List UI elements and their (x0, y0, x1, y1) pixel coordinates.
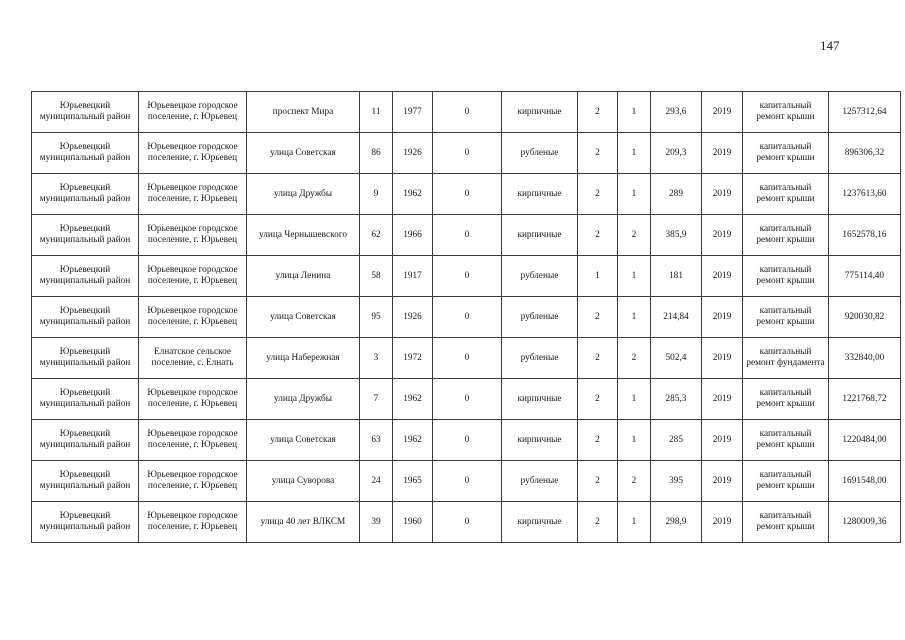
entrances-cell: 1 (618, 92, 651, 133)
plan-year-cell: 2019 (702, 379, 743, 420)
cost-cell: 920030,82 (829, 297, 901, 338)
entrances-cell: 1 (618, 133, 651, 174)
build-year-cell: 1926 (393, 297, 433, 338)
settlement-cell: Елнатское сельское поселение, с. Елнать (139, 338, 247, 379)
zero-cell: 0 (433, 92, 502, 133)
street-cell: улица Советская (247, 133, 360, 174)
house-number-cell: 58 (360, 256, 393, 297)
zero-cell: 0 (433, 174, 502, 215)
street-cell: улица Чернышевского (247, 215, 360, 256)
build-year-cell: 1977 (393, 92, 433, 133)
floors-cell: 2 (578, 338, 618, 379)
work-type-cell: капитальный ремонт крыши (743, 133, 829, 174)
floors-cell: 2 (578, 379, 618, 420)
zero-cell: 0 (433, 420, 502, 461)
table-row (32, 133, 901, 174)
plan-year-cell: 2019 (702, 174, 743, 215)
table-row (32, 502, 901, 543)
work-type-cell: капитальный ремонт крыши (743, 297, 829, 338)
cost-cell: 332840,00 (829, 338, 901, 379)
district-cell: Юрьевецкий муниципальный район (32, 215, 139, 256)
district-cell: Юрьевецкий муниципальный район (32, 379, 139, 420)
house-number-cell: 11 (360, 92, 393, 133)
entrances-cell: 1 (618, 502, 651, 543)
build-year-cell: 1917 (393, 256, 433, 297)
street-cell: улица Набережная (247, 338, 360, 379)
settlement-cell: Юрьевецкое городское поселение, г. Юрьевец (139, 502, 247, 543)
street-cell: улица Дружбы (247, 379, 360, 420)
district-cell: Юрьевецкий муниципальный район (32, 338, 139, 379)
page-number: 147 (820, 38, 840, 53)
plan-year-cell: 2019 (702, 338, 743, 379)
cost-cell: 775114,40 (829, 256, 901, 297)
wall-material-cell: кирпичные (502, 174, 578, 215)
plan-year-cell: 2019 (702, 256, 743, 297)
cost-cell: 1220484,00 (829, 420, 901, 461)
floors-cell: 2 (578, 461, 618, 502)
wall-material-cell: кирпичные (502, 502, 578, 543)
house-number-cell: 9 (360, 174, 393, 215)
street-cell: улица Дружбы (247, 174, 360, 215)
wall-material-cell: кирпичные (502, 420, 578, 461)
cost-cell: 1691548,00 (829, 461, 901, 502)
zero-cell: 0 (433, 215, 502, 256)
table-row (32, 174, 901, 215)
table-row (32, 338, 901, 379)
work-type-cell: капитальный ремонт крыши (743, 420, 829, 461)
entrances-cell: 1 (618, 297, 651, 338)
wall-material-cell: кирпичные (502, 379, 578, 420)
wall-material-cell: рубленые (502, 297, 578, 338)
wall-material-cell: рубленые (502, 338, 578, 379)
floors-cell: 2 (578, 502, 618, 543)
table-row (32, 461, 901, 502)
build-year-cell: 1962 (393, 379, 433, 420)
wall-material-cell: рубленые (502, 133, 578, 174)
cost-cell: 1221768,72 (829, 379, 901, 420)
street-cell: проспект Мира (247, 92, 360, 133)
zero-cell: 0 (433, 379, 502, 420)
table-body (32, 92, 901, 543)
street-cell: улица Советская (247, 420, 360, 461)
street-cell: улица Ленина (247, 256, 360, 297)
settlement-cell: Юрьевецкое городское поселение, г. Юрьевец (139, 297, 247, 338)
area-cell: 298,9 (651, 502, 702, 543)
entrances-cell: 1 (618, 379, 651, 420)
house-number-cell: 24 (360, 461, 393, 502)
build-year-cell: 1972 (393, 338, 433, 379)
floors-cell: 2 (578, 174, 618, 215)
district-cell: Юрьевецкий муниципальный район (32, 420, 139, 461)
entrances-cell: 1 (618, 420, 651, 461)
zero-cell: 0 (433, 256, 502, 297)
build-year-cell: 1962 (393, 420, 433, 461)
settlement-cell: Юрьевецкое городское поселение, г. Юрьевец (139, 461, 247, 502)
street-cell: улица Суворова (247, 461, 360, 502)
street-cell: улица Советская (247, 297, 360, 338)
entrances-cell: 2 (618, 338, 651, 379)
cost-cell: 1652578,16 (829, 215, 901, 256)
entrances-cell: 2 (618, 461, 651, 502)
entrances-cell: 1 (618, 256, 651, 297)
plan-year-cell: 2019 (702, 420, 743, 461)
house-number-cell: 95 (360, 297, 393, 338)
house-number-cell: 3 (360, 338, 393, 379)
floors-cell: 2 (578, 297, 618, 338)
entrances-cell: 1 (618, 174, 651, 215)
district-cell: Юрьевецкий муниципальный район (32, 256, 139, 297)
zero-cell: 0 (433, 297, 502, 338)
floors-cell: 1 (578, 256, 618, 297)
area-cell: 502,4 (651, 338, 702, 379)
settlement-cell: Юрьевецкое городское поселение, г. Юрьевец (139, 92, 247, 133)
floors-cell: 2 (578, 92, 618, 133)
table-row (32, 420, 901, 461)
floors-cell: 2 (578, 133, 618, 174)
table-row (32, 92, 901, 133)
street-cell: улица 40 лет ВЛКСМ (247, 502, 360, 543)
plan-year-cell: 2019 (702, 92, 743, 133)
work-type-cell: капитальный ремонт крыши (743, 174, 829, 215)
area-cell: 214,84 (651, 297, 702, 338)
settlement-cell: Юрьевецкое городское поселение, г. Юрьевец (139, 256, 247, 297)
table-row (32, 297, 901, 338)
plan-year-cell: 2019 (702, 461, 743, 502)
house-number-cell: 7 (360, 379, 393, 420)
cost-cell: 1237613,60 (829, 174, 901, 215)
settlement-cell: Юрьевецкое городское поселение, г. Юрьевец (139, 174, 247, 215)
area-cell: 285,3 (651, 379, 702, 420)
district-cell: Юрьевецкий муниципальный район (32, 174, 139, 215)
wall-material-cell: рубленые (502, 461, 578, 502)
area-cell: 395 (651, 461, 702, 502)
area-cell: 209,3 (651, 133, 702, 174)
work-type-cell: капитальный ремонт крыши (743, 256, 829, 297)
district-cell: Юрьевецкий муниципальный район (32, 92, 139, 133)
house-number-cell: 39 (360, 502, 393, 543)
work-type-cell: капитальный ремонт крыши (743, 92, 829, 133)
area-cell: 289 (651, 174, 702, 215)
zero-cell: 0 (433, 338, 502, 379)
area-cell: 285 (651, 420, 702, 461)
work-type-cell: капитальный ремонт крыши (743, 461, 829, 502)
zero-cell: 0 (433, 502, 502, 543)
build-year-cell: 1960 (393, 502, 433, 543)
cost-cell: 1257312,64 (829, 92, 901, 133)
settlement-cell: Юрьевецкое городское поселение, г. Юрьевец (139, 133, 247, 174)
zero-cell: 0 (433, 133, 502, 174)
work-type-cell: капитальный ремонт крыши (743, 379, 829, 420)
build-year-cell: 1962 (393, 174, 433, 215)
district-cell: Юрьевецкий муниципальный район (32, 502, 139, 543)
house-number-cell: 86 (360, 133, 393, 174)
district-cell: Юрьевецкий муниципальный район (32, 461, 139, 502)
table-row (32, 379, 901, 420)
area-cell: 181 (651, 256, 702, 297)
cost-cell: 1280009,36 (829, 502, 901, 543)
plan-year-cell: 2019 (702, 215, 743, 256)
housing-repair-table (31, 91, 901, 543)
plan-year-cell: 2019 (702, 133, 743, 174)
build-year-cell: 1966 (393, 215, 433, 256)
settlement-cell: Юрьевецкое городское поселение, г. Юрьевец (139, 420, 247, 461)
zero-cell: 0 (433, 461, 502, 502)
wall-material-cell: кирпичные (502, 215, 578, 256)
area-cell: 385,9 (651, 215, 702, 256)
district-cell: Юрьевецкий муниципальный район (32, 297, 139, 338)
settlement-cell: Юрьевецкое городское поселение, г. Юрьевец (139, 215, 247, 256)
plan-year-cell: 2019 (702, 297, 743, 338)
floors-cell: 2 (578, 215, 618, 256)
area-cell: 293,6 (651, 92, 702, 133)
wall-material-cell: кирпичные (502, 92, 578, 133)
district-cell: Юрьевецкий муниципальный район (32, 133, 139, 174)
house-number-cell: 63 (360, 420, 393, 461)
entrances-cell: 2 (618, 215, 651, 256)
floors-cell: 2 (578, 420, 618, 461)
house-number-cell: 62 (360, 215, 393, 256)
work-type-cell: капитальный ремонт крыши (743, 502, 829, 543)
work-type-cell: капитальный ремонт фундамента (743, 338, 829, 379)
build-year-cell: 1926 (393, 133, 433, 174)
work-type-cell: капитальный ремонт крыши (743, 215, 829, 256)
wall-material-cell: рубленые (502, 256, 578, 297)
plan-year-cell: 2019 (702, 502, 743, 543)
cost-cell: 896306,32 (829, 133, 901, 174)
table-row (32, 256, 901, 297)
table-row (32, 215, 901, 256)
build-year-cell: 1965 (393, 461, 433, 502)
settlement-cell: Юрьевецкое городское поселение, г. Юрьевец (139, 379, 247, 420)
